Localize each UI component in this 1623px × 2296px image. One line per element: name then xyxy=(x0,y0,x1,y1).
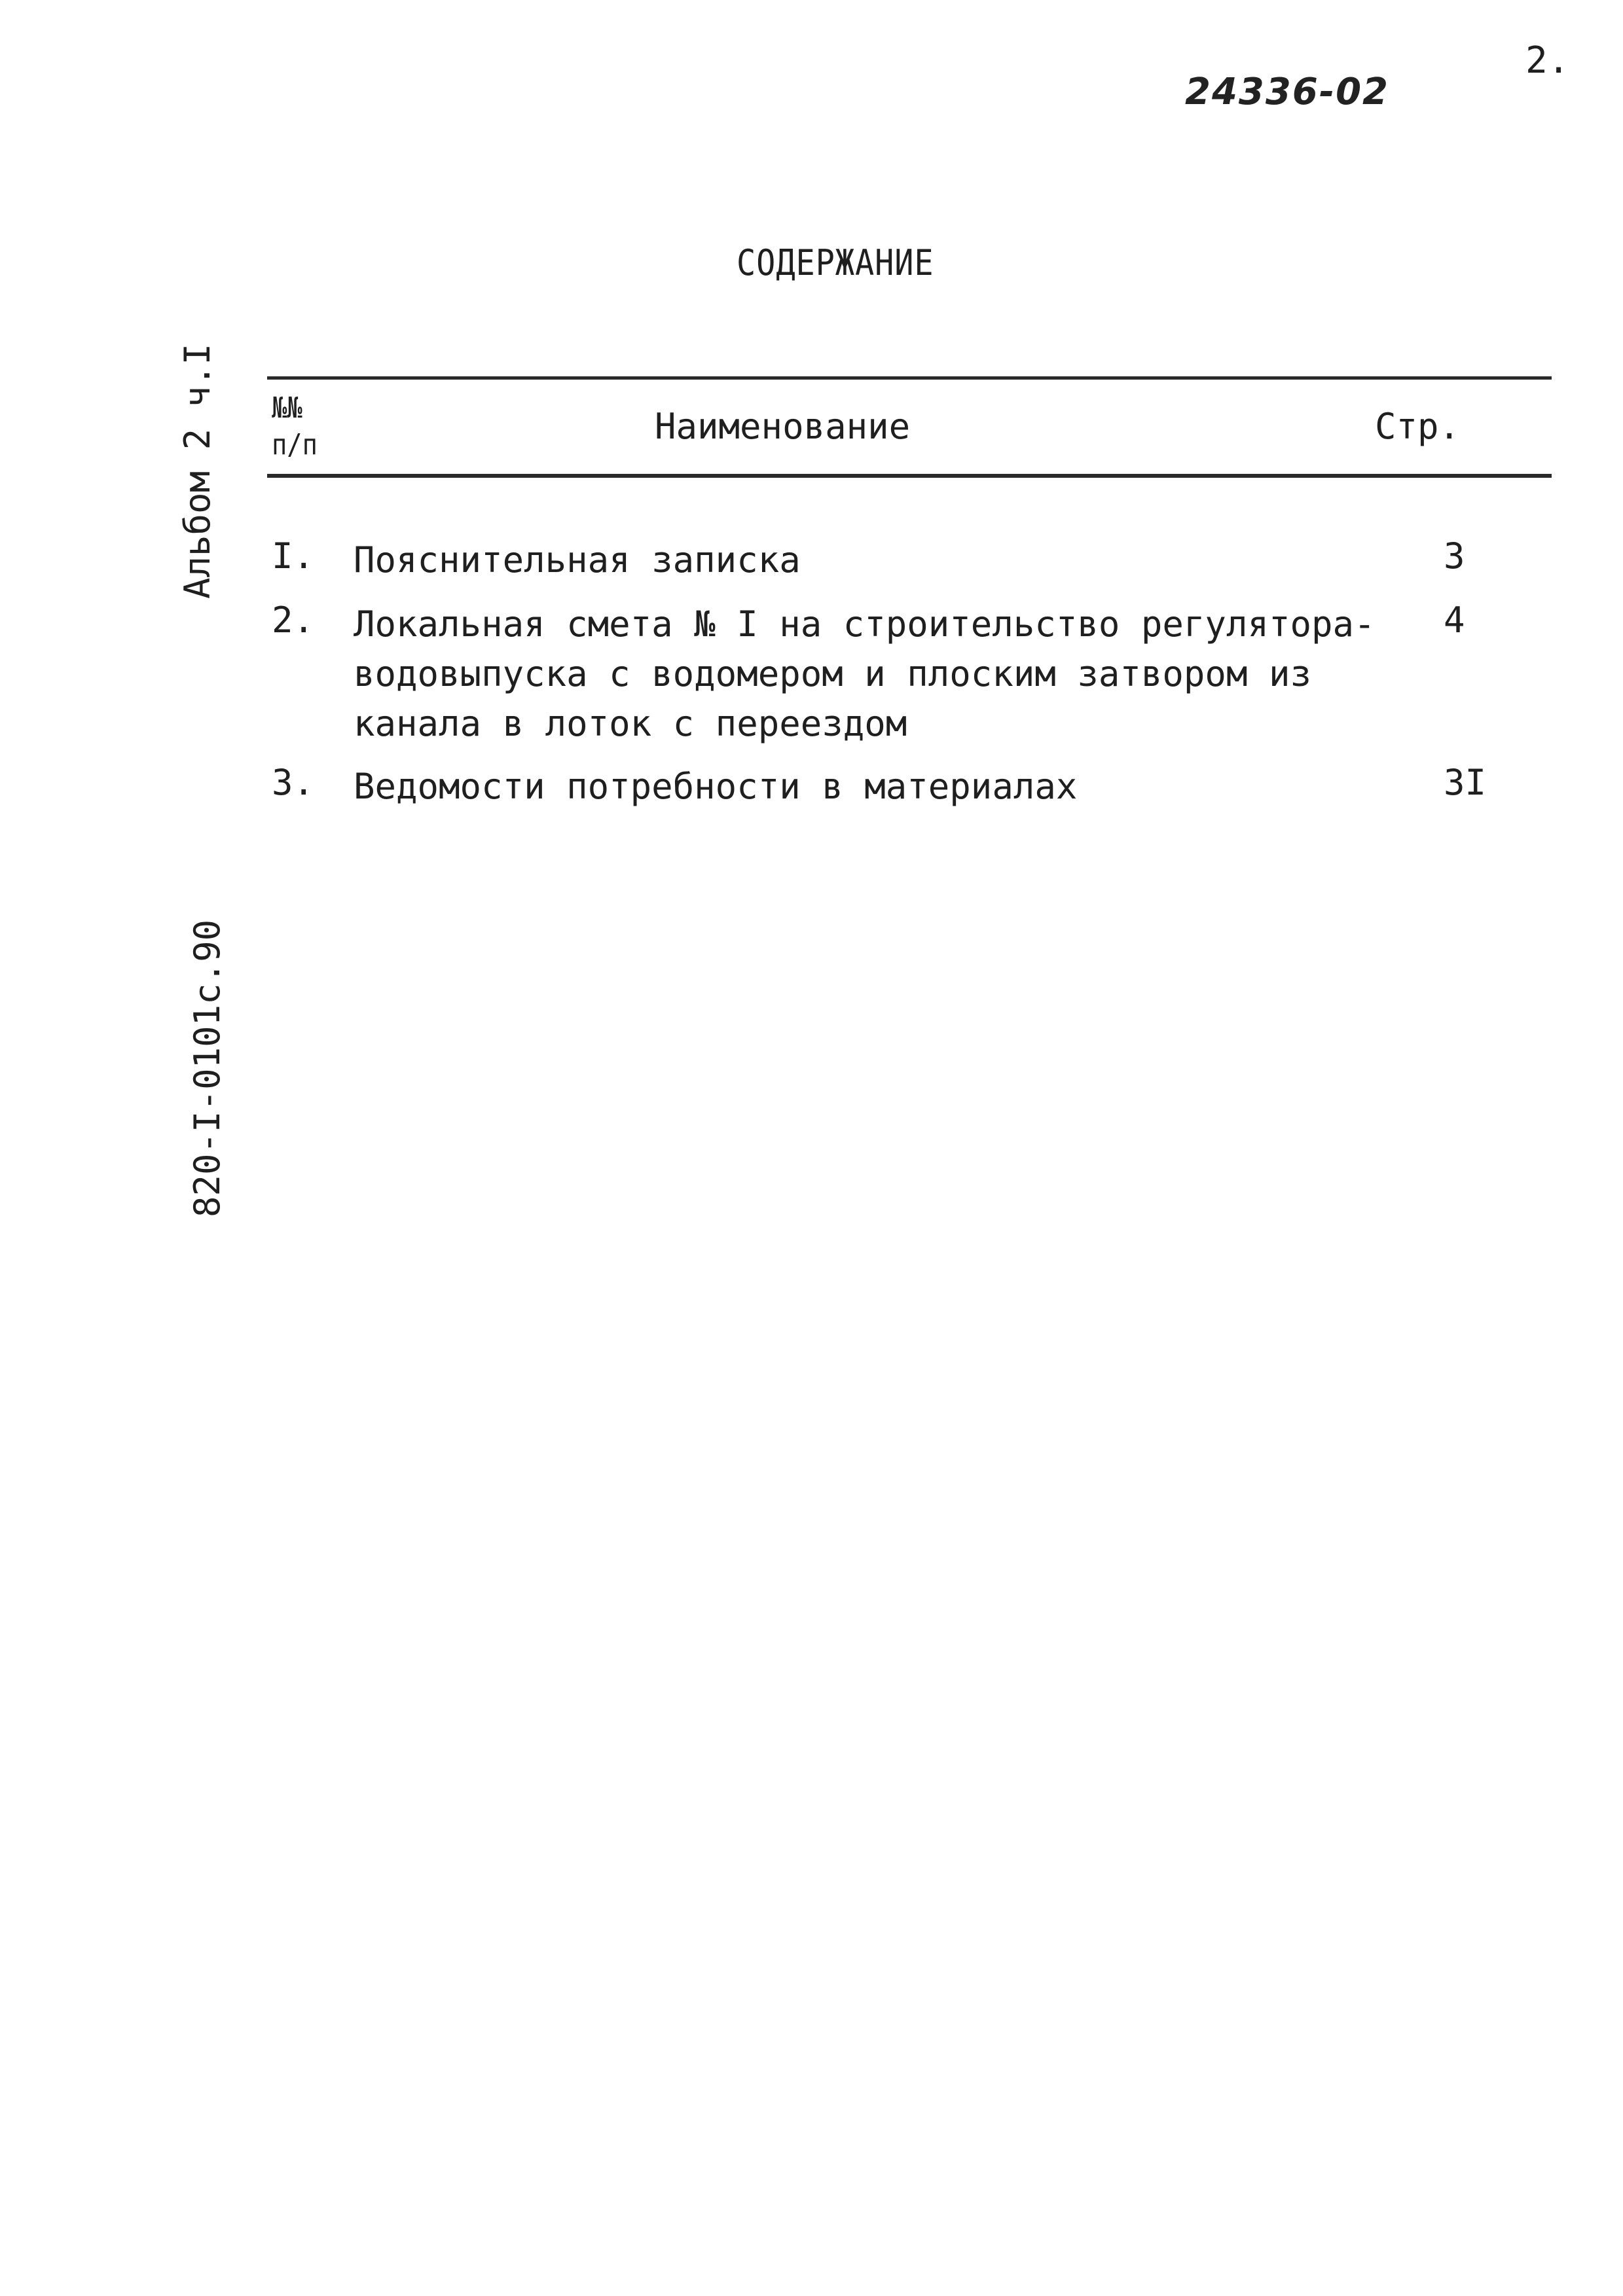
row-number: 2. xyxy=(272,600,315,641)
row-number: 3. xyxy=(272,762,315,803)
header-number-line1: №№ xyxy=(272,391,302,425)
side-album-label: Альбом 2 ч.I xyxy=(177,343,218,599)
row-page: 4 xyxy=(1444,600,1465,641)
row-page: 3I xyxy=(1444,762,1487,803)
document-code: 24336-02 xyxy=(1185,71,1389,113)
table-header-rule xyxy=(267,474,1552,478)
header-number-line2: п/п xyxy=(272,428,318,461)
side-series-code: 820-I-0101с.90 xyxy=(187,919,228,1217)
row-page: 3 xyxy=(1444,535,1465,577)
row-title-line: водовыпуска с водомером и плоским затвором из xyxy=(354,653,1311,694)
row-title-line: Пояснительная записка xyxy=(354,539,801,581)
row-title xyxy=(354,600,1376,749)
row-number: I. xyxy=(272,535,315,577)
row-title xyxy=(354,535,1336,585)
row-title-line: канала в лоток с переездом xyxy=(354,703,907,744)
page-title: СОДЕРЖАНИЕ xyxy=(737,242,934,283)
header-name-column: Наименование xyxy=(655,406,911,447)
page-number: 2. xyxy=(1525,39,1570,82)
row-title xyxy=(354,762,1336,812)
row-title-line: Локальная смета № I на строительство регулятора- xyxy=(354,603,1376,645)
header-page-column: Стр. xyxy=(1375,406,1461,447)
row-title-line: Ведомости потребности в материалах xyxy=(354,766,1078,807)
table-top-rule xyxy=(267,376,1552,380)
header-number-column xyxy=(272,390,318,463)
